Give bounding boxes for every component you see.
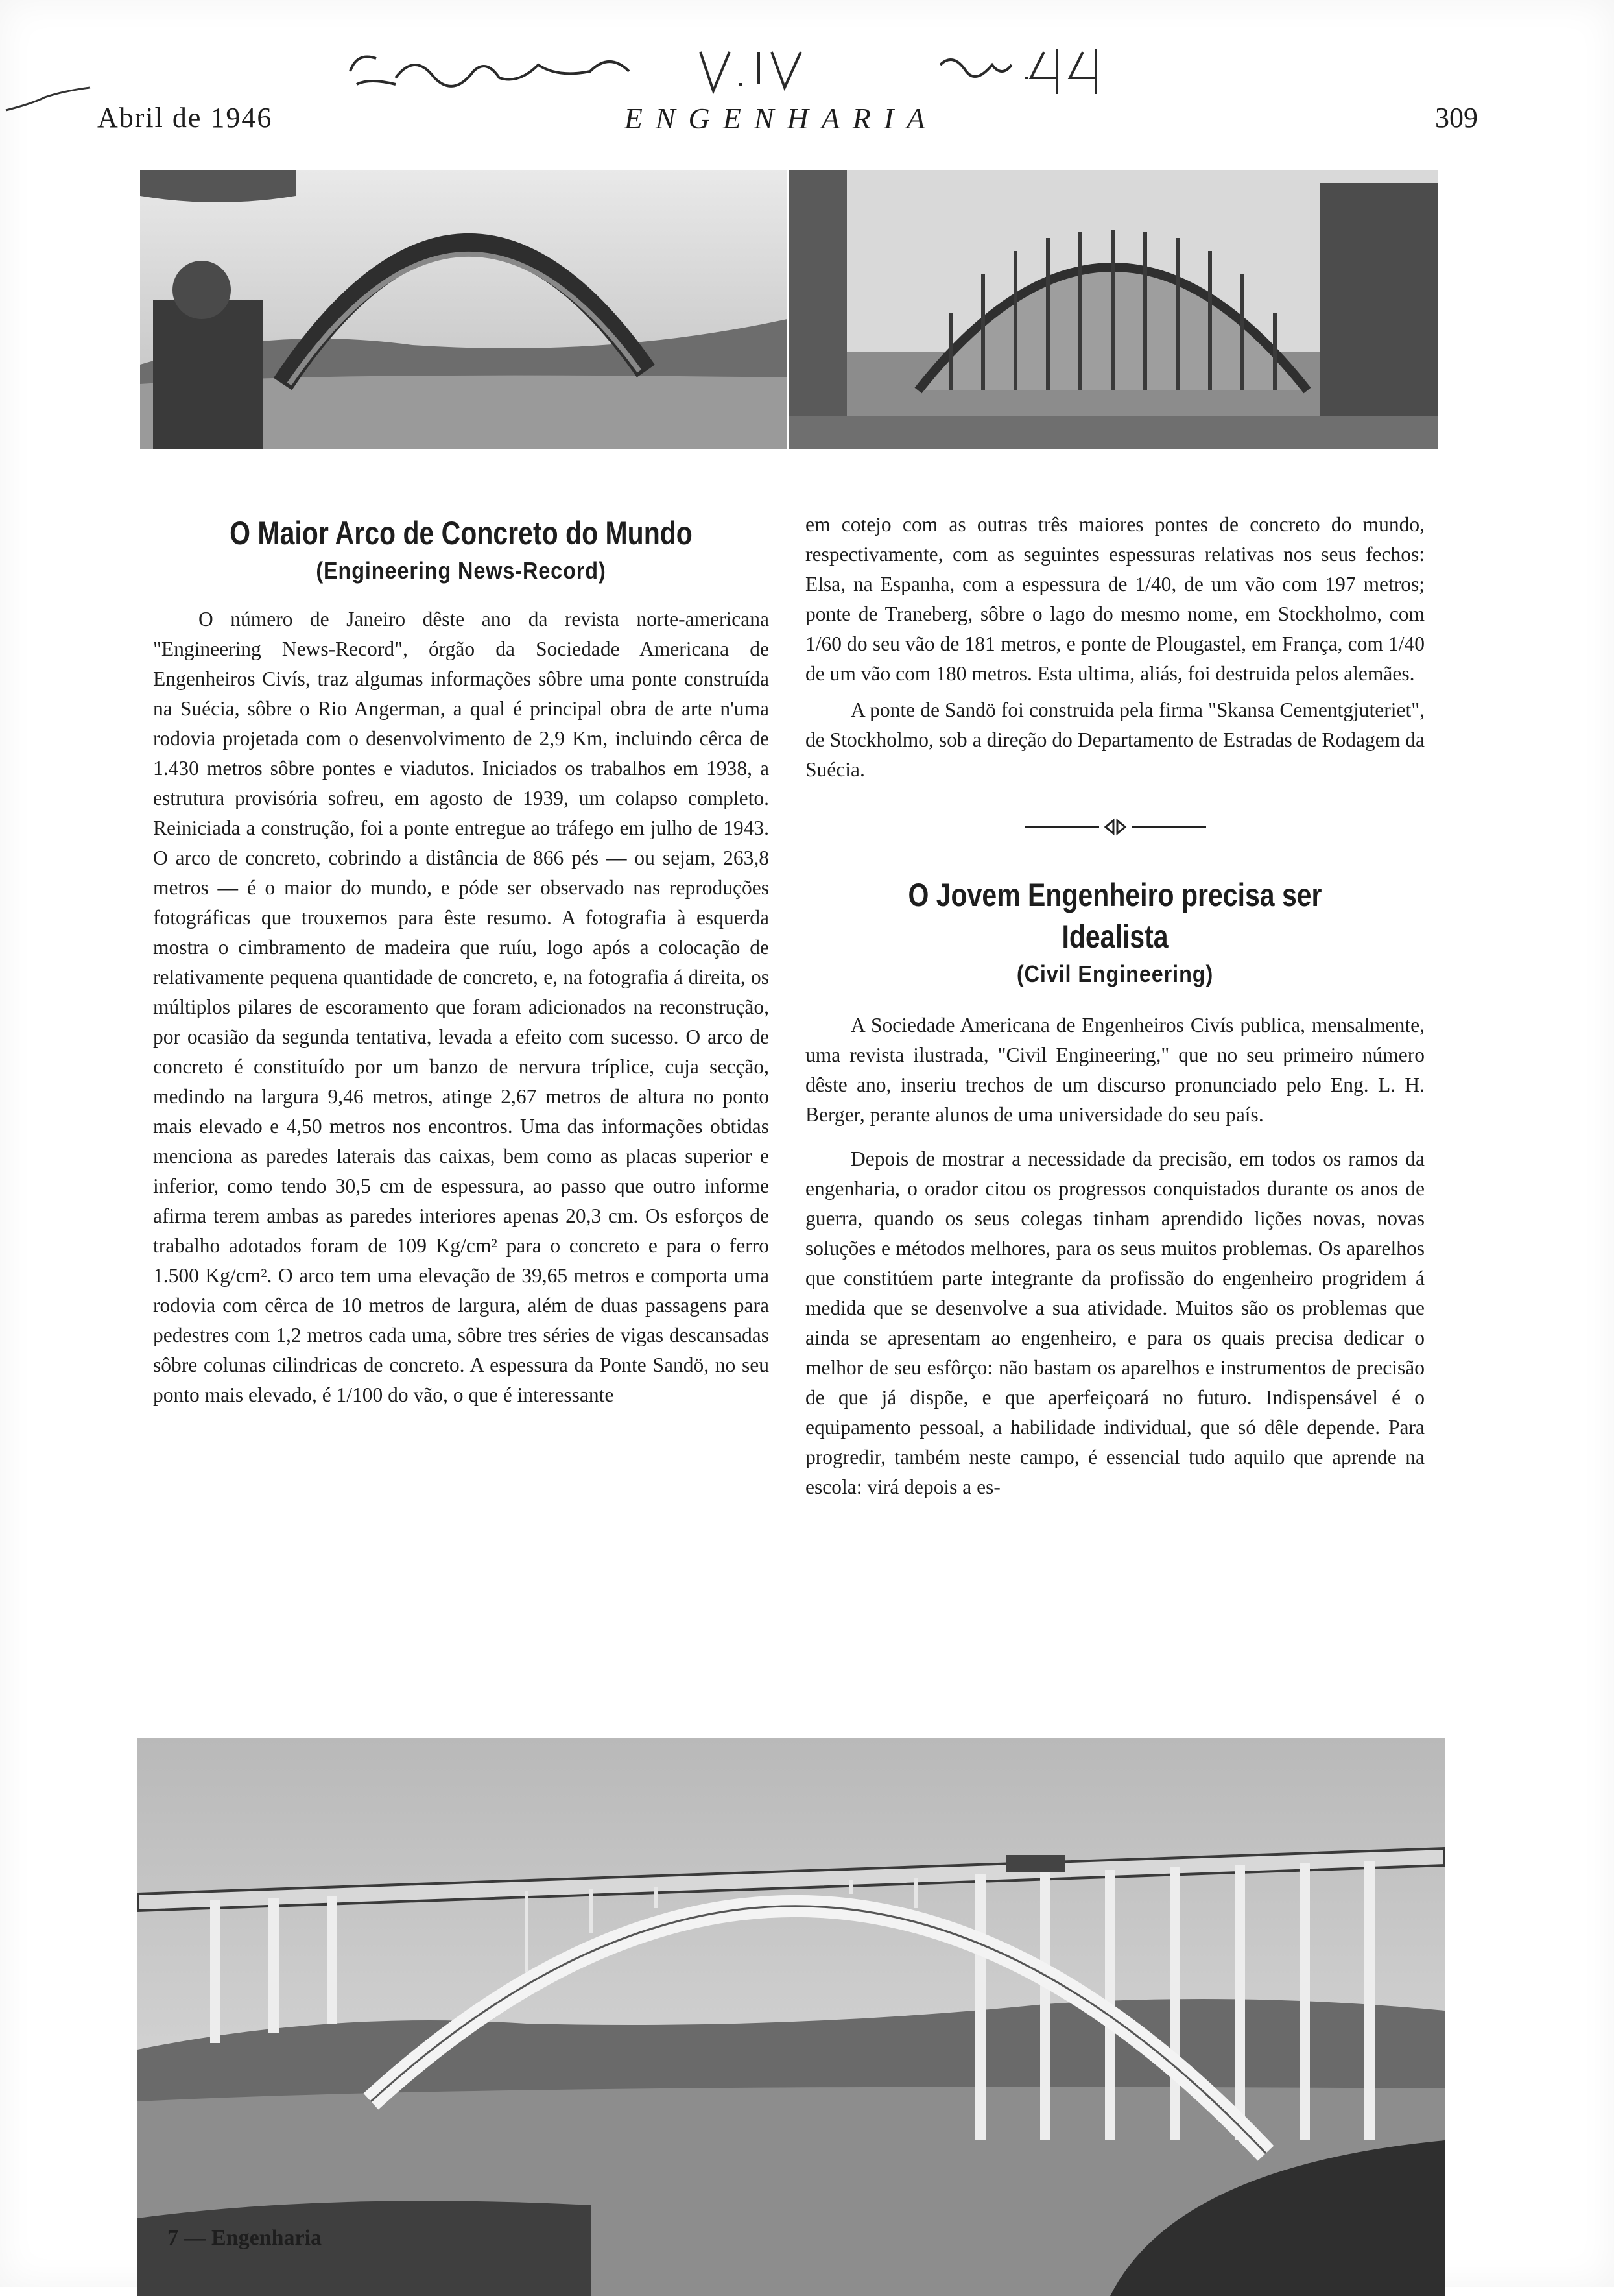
page-number: 309 xyxy=(1435,102,1478,134)
article1-paragraph-2: em cotejo com as outras três maiores pontes de concreto do mundo, respectivamente, com as seguintes espessuras relativas nos seus fechos: Elsa, na Espanha, com a espessura de 1/40, de um vão com 197 metros; ponte de Traneberg, sôbre o lago do mesmo nome, em Stockholmo, com 1/60 do seu vão de 181 metros, e ponte de Plougastel, em França, com 1/40 de um vão com 180 metros. Esta ultima, aliás, foi destruida pelos alemães. xyxy=(805,513,1425,685)
running-head xyxy=(84,101,1478,147)
article1-paragraph-3: A ponte de Sandö foi construida pela firma "Skansa Cementgjuteriet", de Stockholmo, sob a direção do Departamento de Estradas de Rodagem da Suécia. xyxy=(805,699,1425,781)
article2-paragraph-1: A Sociedade Americana de Engenheiros Civís publica, mensalmente, uma revista ilustrada, "Civil Engineering," que no seu primeiro número dêste ano, inseriu trechos de um discurso pronunciado pelo Eng. L. H. Berger, perante alunos de uma universidade do seu país. xyxy=(805,1014,1425,1126)
article1-title: O Maior Arco de Concreto do Mundo xyxy=(230,515,693,551)
article2-paragraph-2: Depois de mostrar a necessidade da precisão, em todos os ramos da engenharia, o orador citou os progressos conquistados durante os anos de guerra, quando os seus colegas tinham aprendido lições novas, novas soluções e métodos melhores, para os seus muitos problemas. Os aparelhos que constitúem parte integrante da profissão do engenheiro progridem á medida que se desenvolve a sua atividade. Muitos são os problemas que ainda se apresentam ao engenheiro, e para os quais precisa dedicar o melhor de seu esfôrço: não bastam os aparelhos e instrumentos de precisão de que já dispõe, e que aperfeiçoará no futuro. Indispensável é o equipamento pessoal, a habilidade individual, que só dêle depende. Para progredir, também neste campo, é essencial tudo aquilo que aprende na escola: virá depois a es- xyxy=(805,1147,1425,1498)
article1-paragraph-1: O número de Janeiro dêste ano da revista norte-americana "Engineering News-Record", órgão da Sociedade Americana de Engenheiros Civís, traz algumas informações sôbre uma ponte construída na Suécia, sôbre o Rio Angerman, a qual é principal obra de arte n'uma rodovia projetada com o desenvolvimento de 2,9 Km, incluindo cêrca de 1.430 metros sôbre pontes e viadutos. Iniciados os trabalhos em 1938, a estrutura provisória sofreu, em agosto de 1939, um colapso completo. Reiniciada a construção, foi a ponte entregue ao tráfego em julho de 1943. O arco de concreto, cobrindo a distância de 866 pés — ou sejam, 263,8 metros — é o maior do mundo, e póde ser observado nas reproduções fotográficas que trouxemos para êste resumo. A fotografia à esquerda mostra o cimbramento de madeira que ruíu, logo após a colocação de relativamente pequena quantidade de concreto, e, na fotografia á direita, os múltiplos pilares de escoramento que foram adicionados na reconstrução, por ocasião da segunda tentativa, levada a efeito com sucesso. O arco de concreto é constituído por um banzo de nervura tríplice, cuja secção, medindo na largura 9,46 metros, atinge 2,67 metros de altura no ponto mais elevado e 4,50 metros nos encontros. Uma das informações obtidas menciona as paredes laterais das caixas, bem como as placas superior e inferior, como tendo 30,5 cm de espessura, ao passo que outro informe afirma terem ambas as paredes interiores apenas 20,3 cm. Os esforços de trabalho adotados foram de 109 Kg/cm² para o concreto e para o ferro 1.500 Kg/cm². O arco tem uma elevação de 39,65 metros e comporta uma rodovia com cêrca de 10 metros de largura, além de duas passagens para pedestres com 1,2 metros cada uma, sôbre tres séries de vigas descansadas sôbre colunas cilindricas de concreto. A espessura da Ponte Sandö, no seu ponto mais elevado, é 1/100 do vão, o que é interessante xyxy=(153,608,769,1406)
journal-title: ENGENHARIA xyxy=(624,102,938,135)
article1-source: (Engineering News-Record) xyxy=(316,557,606,584)
issue-date: Abril de 1946 xyxy=(97,102,273,134)
margin-pen-mark xyxy=(3,84,93,117)
section-divider xyxy=(805,817,1425,837)
ornament-icon xyxy=(1018,817,1213,837)
photo-sando-bridge xyxy=(137,1738,1445,2296)
article2-title: O Jovem Engenheiro precisa ser Idealista xyxy=(908,877,1322,955)
column-right xyxy=(805,510,1425,1502)
photo-scaffold-reconstruction xyxy=(789,170,1438,449)
page-footer: 7 — Engenharia xyxy=(167,2226,322,2250)
article2-source: (Civil Engineering) xyxy=(1016,961,1214,987)
column-left xyxy=(153,512,769,1410)
photo-collapsed-centering xyxy=(140,170,787,449)
